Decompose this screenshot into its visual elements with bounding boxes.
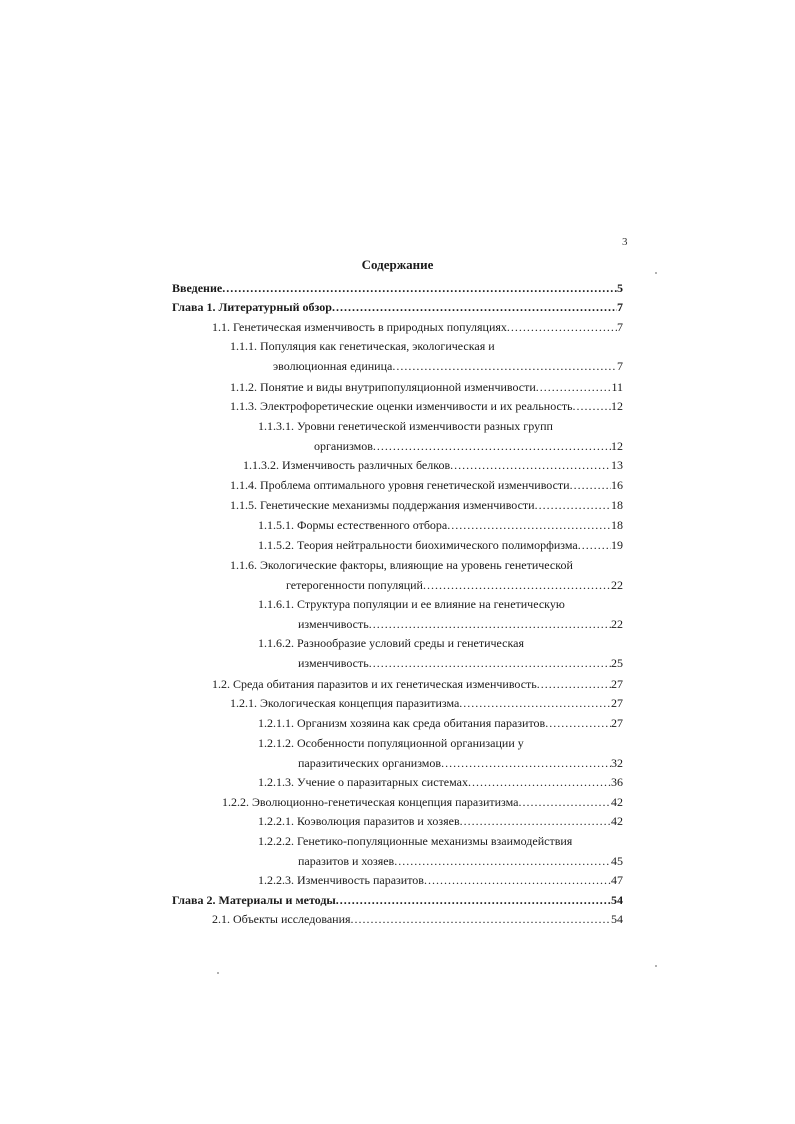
toc-entry: 1.1.1. Популяция как генетическая, экологическая и эволюционная единица ..... 7 (230, 339, 623, 373)
toc-entry: 1.2.2.3. Изменчивость паразитов ..... 47 (258, 873, 623, 887)
toc-entry: 1.1.6.1. Структура популяции и ее влияние на генетическую изменчивость ..... 22 (258, 597, 623, 631)
toc-entry: 1.1.6. Экологические факторы, влияющие на уровень генетической гетерогенности популяций ..... 22 (230, 558, 623, 592)
toc-entry: 1.2.1.3. Учение о паразитарных системах ..... 36 (258, 775, 623, 789)
toc-entry: 1.1.5. Генетические механизмы поддержания изменчивости ..... 18 (230, 498, 623, 512)
toc-entry: 1.2.2. Эволюционно-генетическая концепция паразитизма ..... 42 (222, 795, 623, 809)
toc-entry: 1.2.1.2. Особенности популяционной организации у паразитических организмов ..... 32 (258, 736, 623, 770)
toc-entry: 1.2. Среда обитания паразитов и их генетическая изменчивость ..... 27 (212, 677, 623, 691)
toc-entry: 1.2.1. Экологическая концепция паразитизма ..... 27 (230, 696, 623, 710)
toc-entry: 1.2.2.2. Генетико-популяционные механизмы взаимодействия паразитов и хозяев ..... 45 (258, 834, 623, 868)
toc-entry: 1.1.2. Понятие и виды внутрипопуляционной изменчивости ..... 11 (230, 380, 623, 394)
toc-entry: 1.2.1.1. Организм хозяина как среда обитания паразитов ..... 27 (258, 716, 623, 730)
toc-entry: 1.1.3.1. Уровни генетической изменчивости разных групп организмов ..... 12 (258, 419, 623, 453)
page-number: 3 (622, 236, 628, 248)
scan-speck (217, 972, 219, 974)
toc-title: Содержание (361, 257, 434, 272)
toc-entry: 1.1.4. Проблема оптимального уровня генетической изменчивости ..... 16 (230, 478, 623, 492)
toc-entry: Глава 2. Материалы и методы ..... 54 (172, 893, 623, 907)
toc-entry: 1.1. Генетическая изменчивость в природных популяциях ..... 7 (212, 320, 623, 334)
toc-entry: 1.1.5.1. Формы естественного отбора ..... 18 (258, 518, 623, 532)
scan-speck (655, 272, 657, 274)
scan-speck (655, 965, 657, 967)
toc-entry: 1.1.6.2. Разнообразие условий среды и генетическая изменчивость ..... 25 (258, 636, 623, 670)
toc-entry: Введение ..... 5 (172, 281, 623, 295)
toc-entry: 2.1. Объекты исследования ..... 54 (212, 912, 623, 926)
toc-entry: 1.1.3. Электрофоретические оценки изменчивости и их реальность ..... 12 (230, 399, 623, 413)
toc-entry: Глава 1. Литературный обзор ..... 7 (172, 300, 623, 314)
toc-entry: 1.1.3.2. Изменчивость различных белков ..... 13 (243, 458, 623, 472)
toc-entry: 1.1.5.2. Теория нейтральности биохимического полиморфизма ..... 19 (258, 538, 623, 552)
toc-entry: 1.2.2.1. Коэволюция паразитов и хозяев ..... 42 (258, 814, 623, 828)
